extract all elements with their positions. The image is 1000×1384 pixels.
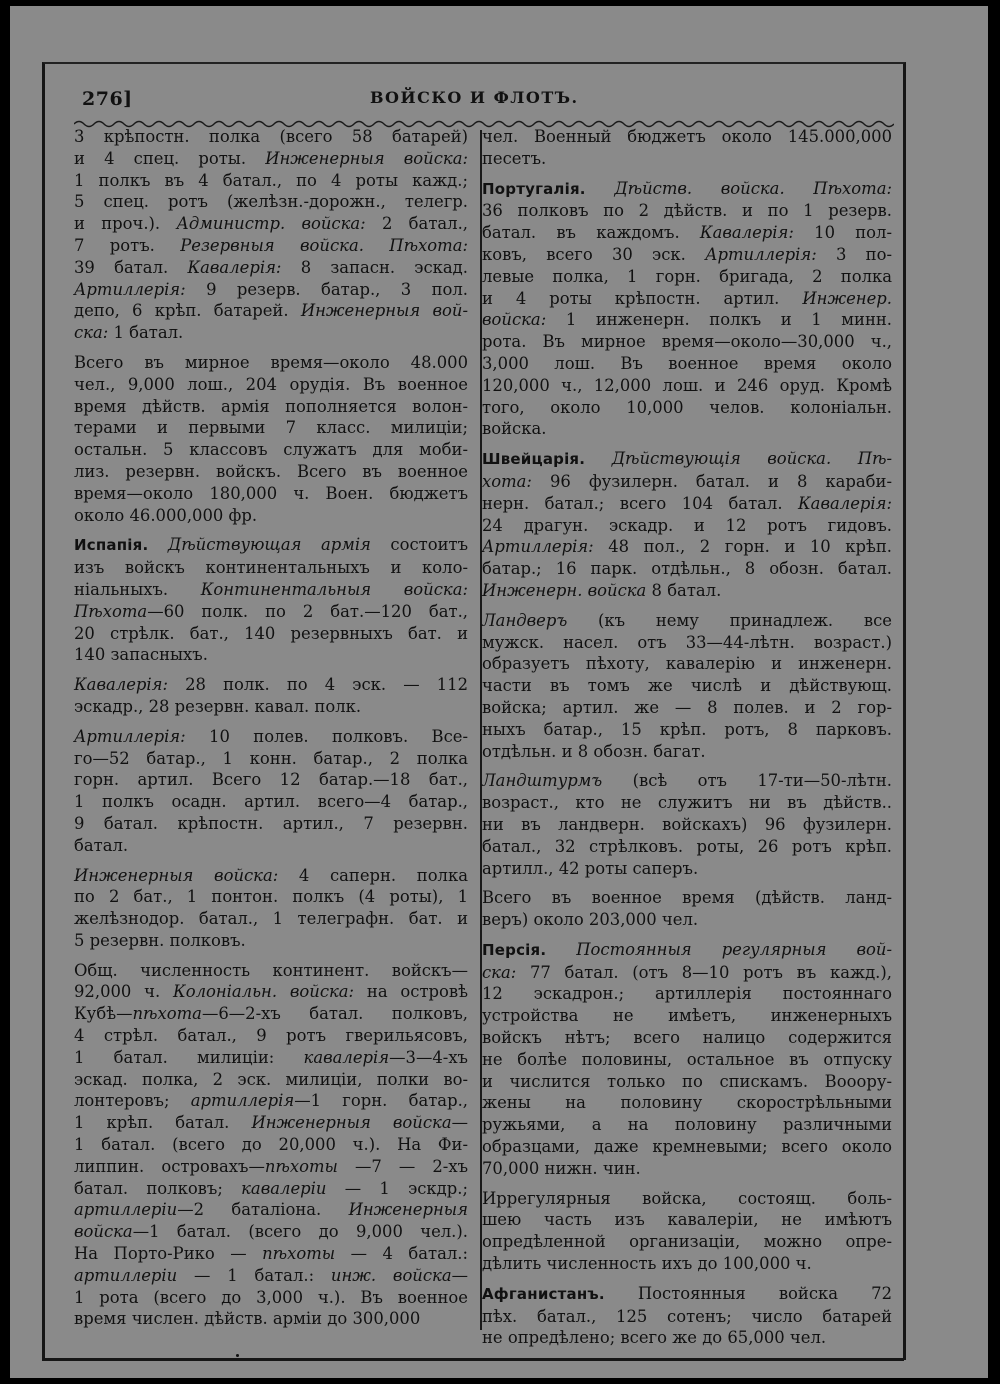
text-line bbox=[74, 908, 468, 930]
country-heading: Афганистанъ. bbox=[482, 1284, 605, 1303]
text-line bbox=[74, 191, 468, 213]
text-run: 8 запасн. эскад. bbox=[281, 257, 468, 277]
text-run: — 1 эскдр.; bbox=[326, 1178, 468, 1198]
text-run: образцами, даже кремневыми; всего около bbox=[482, 1137, 892, 1157]
text-line bbox=[482, 558, 892, 580]
text-run: веръ) около 203,000 чел. bbox=[482, 910, 699, 930]
text-run: (всѣ отъ 17-ти—50-лѣтн. bbox=[602, 771, 892, 791]
paragraph bbox=[482, 448, 892, 602]
text-line bbox=[482, 770, 892, 792]
italic-term: Ландштурмъ bbox=[482, 771, 603, 791]
italic-term: Колоніальн. войска: bbox=[173, 982, 355, 1002]
text-run: войскъ нѣтъ; всего налицо содержится bbox=[482, 1028, 892, 1048]
paragraph bbox=[482, 770, 892, 879]
text-line bbox=[74, 374, 468, 396]
text-line bbox=[74, 1287, 468, 1309]
paragraph bbox=[482, 939, 892, 1180]
text-line bbox=[482, 1188, 892, 1210]
left-column bbox=[74, 126, 468, 1338]
text-line bbox=[482, 375, 892, 397]
text-line bbox=[74, 235, 468, 257]
text-line bbox=[482, 148, 892, 170]
text-run: 1 инженерн. полкъ и 1 минн. bbox=[546, 310, 892, 330]
text-line bbox=[482, 536, 892, 558]
text-run: липпин. островахъ— bbox=[74, 1156, 265, 1176]
italic-term: Инженерныя вой- bbox=[300, 301, 468, 321]
text-line bbox=[482, 222, 892, 244]
text-line bbox=[482, 353, 892, 375]
text-line bbox=[74, 396, 468, 418]
italic-term: Пѣхота bbox=[74, 601, 148, 621]
country-heading: Персія. bbox=[482, 940, 547, 959]
text-line bbox=[482, 939, 892, 962]
text-run: части въ томъ же числѣ и дѣйствующ. bbox=[482, 676, 892, 696]
text-run: 36 полковъ по 2 дѣйств. и по 1 резерв. bbox=[482, 201, 892, 221]
text-run: левые полка, 1 горн. бригада, 2 полка bbox=[482, 266, 892, 286]
text-line bbox=[74, 279, 468, 301]
running-header bbox=[82, 88, 882, 116]
italic-term: артиллерія bbox=[190, 1091, 295, 1111]
italic-term: Инженерныя войска: bbox=[74, 865, 279, 885]
text-run: чел., 9,000 лош., 204 орудія. Въ военное bbox=[74, 374, 468, 394]
text-line bbox=[482, 418, 892, 440]
text-run: не болѣе половины, остальное въ отпуску bbox=[482, 1049, 892, 1069]
text-line bbox=[74, 461, 468, 483]
text-line bbox=[74, 644, 468, 666]
text-line bbox=[482, 471, 892, 493]
text-line bbox=[74, 1112, 468, 1134]
text-line bbox=[482, 983, 892, 1005]
text-line bbox=[74, 557, 468, 579]
italic-term: Ландверъ bbox=[482, 610, 568, 630]
italic-term: артиллеріи bbox=[74, 1200, 178, 1220]
page-title: ВОЙСКО И ФЛОТЪ. bbox=[370, 88, 579, 107]
text-run: 9 резерв. батар., 3 пол. bbox=[185, 279, 468, 299]
text-line bbox=[74, 579, 468, 601]
text-run: 3 по- bbox=[816, 244, 892, 264]
paragraph bbox=[74, 674, 468, 718]
text-line bbox=[482, 909, 892, 931]
text-run: 1 батал. bbox=[108, 323, 184, 343]
text-run: 10 пол- bbox=[793, 223, 892, 243]
italic-term: Артиллерія: bbox=[74, 279, 186, 299]
text-line bbox=[74, 865, 468, 887]
text-run: войска. bbox=[482, 419, 547, 439]
text-line bbox=[74, 1265, 468, 1287]
text-run: и числится только по спискамъ. Вооору- bbox=[482, 1071, 892, 1091]
text-line bbox=[74, 352, 468, 374]
text-line bbox=[74, 696, 468, 718]
text-run: опредѣленной организаціи, можно опре- bbox=[482, 1232, 892, 1252]
italic-term: хота: bbox=[482, 471, 532, 491]
text-run: 1 батал. (всего до 20,000 ч.). На Фи- bbox=[74, 1135, 468, 1155]
text-run: время дѣйств. армія пополняется волон- bbox=[74, 396, 468, 416]
text-run: батар.; 16 парк. отдѣльн., 8 обозн. батал. bbox=[482, 559, 892, 579]
paragraph bbox=[482, 126, 892, 170]
text-line bbox=[482, 448, 892, 471]
text-run: образуетъ пѣхоту, кавалерію и инженерн. bbox=[482, 654, 892, 674]
text-line bbox=[74, 534, 468, 557]
text-line bbox=[74, 748, 468, 770]
text-line bbox=[74, 1069, 468, 1091]
text-run: 4 стрѣл. батал., 9 ротъ гверильясовъ, bbox=[74, 1026, 468, 1046]
italic-term: войска: bbox=[482, 310, 547, 330]
text-line bbox=[74, 1003, 468, 1025]
text-run: и 4 спец. роты. bbox=[74, 148, 266, 168]
text-line bbox=[482, 1231, 892, 1253]
text-run: 96 фузилерн. батал. и 8 караби- bbox=[531, 471, 892, 491]
text-line bbox=[482, 331, 892, 353]
text-run: ружьями, а на половину различными bbox=[482, 1115, 892, 1135]
page-border-bottom bbox=[42, 1358, 904, 1361]
text-run: ни въ ландверн. войскахъ) 96 фузилерн. bbox=[482, 814, 892, 834]
text-run: ніальныхъ. bbox=[74, 579, 201, 599]
text-line bbox=[74, 300, 468, 322]
text-run: пѣх. батал., 125 сотенъ; число батарей bbox=[482, 1306, 892, 1326]
text-run: состоитъ bbox=[370, 535, 469, 555]
text-run: батал. полковъ; bbox=[74, 1178, 242, 1198]
text-line bbox=[482, 515, 892, 537]
text-line bbox=[482, 1253, 892, 1275]
italic-term: Кавалерія: bbox=[699, 223, 794, 243]
text-run: время числен. дѣйств. арміи до 300,000 bbox=[74, 1309, 421, 1329]
text-line bbox=[74, 170, 468, 192]
text-run: эскадр., 28 резервн. кавал. полк. bbox=[74, 696, 362, 716]
italic-term: артиллеріи bbox=[74, 1265, 178, 1285]
text-run: мужск. насел. отъ 33—44-лѣтн. возраст.) bbox=[482, 632, 892, 652]
text-line bbox=[74, 1134, 468, 1156]
text-line bbox=[482, 792, 892, 814]
italic-term: Резервныя войска. Пѣхота: bbox=[180, 235, 469, 255]
text-run: 1 батал. милиціи: bbox=[74, 1047, 304, 1067]
text-line bbox=[74, 623, 468, 645]
text-run: депо, 6 крѣп. батарей. bbox=[74, 301, 301, 321]
text-run: чел. Военный бюджетъ около 145.000,000 bbox=[482, 127, 892, 146]
text-line bbox=[482, 1005, 892, 1027]
text-line bbox=[74, 1199, 468, 1221]
text-line bbox=[74, 835, 468, 857]
text-run: ковъ, всего 30 эск. bbox=[482, 244, 706, 264]
text-line bbox=[482, 697, 892, 719]
text-run: 7 ротъ. bbox=[74, 235, 181, 255]
text-run: 4 саперн. полка bbox=[278, 865, 468, 885]
text-run: 10 полев. полковъ. Все- bbox=[185, 726, 468, 746]
text-run: эскад. полка, 2 эск. милиціи, полки во- bbox=[74, 1069, 468, 1089]
text-run: батал. въ каждомъ. bbox=[482, 223, 700, 243]
text-line bbox=[74, 769, 468, 791]
italic-term: инж. войска bbox=[330, 1265, 452, 1285]
page-number: 276] bbox=[82, 88, 133, 110]
paragraph bbox=[74, 352, 468, 526]
country-heading: Португалія. bbox=[482, 179, 586, 198]
text-run: — bbox=[451, 1113, 468, 1133]
paragraph bbox=[482, 1283, 892, 1349]
country-heading: Швейцарія. bbox=[482, 450, 586, 469]
text-run: 77 батал. (отъ 8—10 ротъ въ кажд.), bbox=[516, 962, 892, 982]
text-line bbox=[74, 1308, 468, 1330]
paragraph bbox=[74, 865, 468, 952]
text-run: горн. артил. Всего 12 батар.—18 бат., bbox=[74, 770, 468, 790]
text-run: 140 запасныхъ. bbox=[74, 645, 208, 665]
text-run bbox=[148, 535, 168, 554]
text-run: — 1 батал.: bbox=[177, 1265, 331, 1285]
text-run: и 4 роты крѣпостн. артил. bbox=[482, 288, 803, 308]
text-run: 9 батал. крѣпостн. артил., 7 резервн. bbox=[74, 813, 468, 833]
italic-term: Кавалерія: bbox=[187, 257, 282, 277]
text-run: песетъ. bbox=[482, 148, 547, 168]
text-run: 2 батал., bbox=[365, 214, 468, 234]
text-line bbox=[482, 1209, 892, 1231]
italic-term: Инженерныя войска: bbox=[265, 148, 468, 168]
text-line bbox=[482, 962, 892, 984]
text-line bbox=[482, 675, 892, 697]
text-run: 1 крѣп. батал. bbox=[74, 1113, 252, 1133]
paragraph bbox=[482, 887, 892, 931]
text-line bbox=[74, 257, 468, 279]
text-run: и проч.). bbox=[74, 214, 177, 234]
italic-term: Кавалерія: bbox=[74, 675, 169, 695]
italic-term: кавалерія bbox=[303, 1047, 390, 1067]
text-line bbox=[482, 1327, 892, 1349]
italic-term: Артиллерія: bbox=[705, 244, 817, 264]
text-line bbox=[74, 813, 468, 835]
text-line bbox=[74, 601, 468, 623]
text-line bbox=[482, 1114, 892, 1136]
text-line bbox=[482, 288, 892, 310]
text-run: 20 стрѣлк. бат., 140 резервныхъ бат. и bbox=[74, 623, 468, 643]
text-line bbox=[482, 814, 892, 836]
text-run: — 4 батал.: bbox=[335, 1244, 469, 1264]
text-run: 5 спец. ротъ (желѣзн.-дорожн., телегр. bbox=[74, 192, 468, 212]
text-run: время—около 180,000 ч. Воен. бюджетъ bbox=[74, 483, 468, 503]
text-run: изъ войскъ континентальныхъ и коло- bbox=[74, 558, 468, 578]
italic-term: Континентальныя войска: bbox=[200, 579, 468, 599]
text-line bbox=[74, 322, 468, 344]
text-line bbox=[482, 858, 892, 880]
text-run: —3—4-хъ bbox=[389, 1047, 468, 1067]
text-line bbox=[482, 126, 892, 148]
text-run: возраст., кто не служитъ ни въ дѣйств.. bbox=[482, 793, 892, 813]
text-run: Общ. численность континент. войскъ— bbox=[74, 960, 468, 980]
text-run: 92,000 ч. bbox=[74, 982, 174, 1002]
text-line bbox=[74, 674, 468, 696]
paragraph bbox=[74, 534, 468, 666]
text-run: —2 баталіона. bbox=[177, 1200, 349, 1220]
text-line bbox=[482, 200, 892, 222]
text-run bbox=[586, 179, 615, 198]
text-line bbox=[482, 719, 892, 741]
text-run: го—52 батар., 1 конн. батар., 2 полка bbox=[74, 748, 468, 768]
text-run: Всего въ мирное время—около 48.000 bbox=[74, 352, 468, 372]
text-line bbox=[482, 741, 892, 763]
italic-term: Инженерныя bbox=[348, 1200, 468, 1220]
text-line bbox=[74, 886, 468, 908]
text-line bbox=[74, 1243, 468, 1265]
text-line bbox=[482, 610, 892, 632]
italic-term: Артиллерія: bbox=[74, 726, 186, 746]
text-run: —1 батал. (всего до 9,000 чел.). bbox=[132, 1222, 468, 1242]
italic-term: Дѣйств. войска. Пѣхота: bbox=[614, 178, 892, 198]
italic-term: Дѣйствующія войска. Пѣ- bbox=[611, 449, 892, 469]
italic-term: ска: bbox=[482, 962, 517, 982]
ink-speck bbox=[236, 1354, 239, 1357]
italic-term: Артиллерія: bbox=[482, 537, 594, 557]
paragraph bbox=[74, 726, 468, 857]
text-run: того, около 10,000 челов. колоніальн. bbox=[482, 397, 892, 417]
text-run: Всего въ военное время (дѣйств. ланд- bbox=[482, 888, 892, 908]
italic-term: Дѣйствующая армія bbox=[167, 535, 371, 555]
text-run: 3 крѣпостн. полка (всего 58 батарей) bbox=[74, 127, 468, 146]
text-line bbox=[482, 1136, 892, 1158]
text-line bbox=[74, 791, 468, 813]
text-run: 3,000 лош. Въ военное время около bbox=[482, 353, 892, 373]
text-line bbox=[482, 178, 892, 201]
text-run: —6—2-хъ батал. полковъ, bbox=[201, 1004, 468, 1024]
text-line bbox=[482, 1071, 892, 1093]
text-run: 120,000 ч., 12,000 лош. и 246 оруд. Кромѣ bbox=[482, 375, 892, 395]
country-heading: Испапія. bbox=[74, 536, 149, 555]
text-run: 12 эскадрон.; артиллерія постояннаго bbox=[482, 984, 892, 1004]
text-run: не опредѣлено; всего же до 65,000 чел. bbox=[482, 1328, 827, 1348]
paragraph bbox=[74, 126, 468, 344]
text-line bbox=[482, 397, 892, 419]
text-run: лонтеровъ; bbox=[74, 1091, 191, 1111]
text-line bbox=[74, 1156, 468, 1178]
text-run: около 46.000,000 фр. bbox=[74, 505, 258, 525]
text-run: —60 полк. по 2 бат.—120 бат., bbox=[147, 601, 468, 621]
text-line bbox=[74, 930, 468, 952]
text-line bbox=[482, 632, 892, 654]
italic-term: пѣхоты bbox=[262, 1244, 336, 1264]
text-line bbox=[74, 505, 468, 527]
italic-term: пѣхота bbox=[132, 1004, 202, 1024]
text-line bbox=[74, 1178, 468, 1200]
text-run: жены на половину скорострѣльными bbox=[482, 1093, 892, 1113]
text-line bbox=[74, 439, 468, 461]
italic-term: Кавалерія: bbox=[797, 493, 892, 513]
text-run: войска; артил. же — 8 полев. и 2 гор- bbox=[482, 697, 892, 717]
text-line bbox=[74, 1025, 468, 1047]
text-run: На Порто-Рико — bbox=[74, 1244, 263, 1264]
text-line bbox=[482, 1027, 892, 1049]
text-run: по 2 бат., 1 понтон. полкъ (4 роты), 1 bbox=[74, 887, 468, 907]
text-run: батал. bbox=[74, 835, 129, 855]
text-line bbox=[482, 1158, 892, 1180]
text-run: устройства не имѣетъ, инженерныхъ bbox=[482, 1006, 892, 1026]
text-run: (къ нему принадлеж. все bbox=[567, 610, 892, 630]
text-line bbox=[74, 417, 468, 439]
italic-term: пѣхоты bbox=[264, 1156, 338, 1176]
text-run: Постоянныя войска 72 bbox=[604, 1283, 892, 1303]
text-run: батал., 32 стрѣлковъ. роты, 26 ротъ крѣп. bbox=[482, 836, 892, 856]
italic-term: кавалеріи bbox=[241, 1178, 327, 1198]
text-run: шею часть изъ кавалеріи, не имѣютъ bbox=[482, 1210, 892, 1230]
text-line bbox=[74, 126, 468, 148]
text-line bbox=[74, 726, 468, 748]
text-run: ныхъ батар., 15 крѣп. ротъ, 8 парковъ. bbox=[482, 719, 892, 739]
text-line bbox=[74, 1221, 468, 1243]
text-run: 70,000 нижн. чин. bbox=[482, 1158, 641, 1178]
text-line bbox=[482, 1049, 892, 1071]
text-line bbox=[74, 1090, 468, 1112]
text-run: 8 батал. bbox=[646, 580, 722, 600]
text-run: отдѣльн. и 8 обозн. багат. bbox=[482, 741, 706, 761]
italic-term: войска bbox=[74, 1222, 133, 1242]
italic-term: Инженерн. войска bbox=[482, 580, 647, 600]
text-line bbox=[74, 981, 468, 1003]
text-run: 5 резервн. полковъ. bbox=[74, 930, 246, 950]
text-line bbox=[74, 483, 468, 505]
text-line bbox=[482, 1306, 892, 1328]
text-run: 28 полк. по 4 эск. — 112 bbox=[168, 675, 468, 695]
paragraph bbox=[482, 1188, 892, 1275]
text-line bbox=[482, 836, 892, 858]
text-run: —1 горн. батар., bbox=[294, 1091, 468, 1111]
italic-term: Постоянныя регулярныя вой- bbox=[576, 939, 892, 959]
text-line bbox=[482, 580, 892, 602]
text-line bbox=[482, 1283, 892, 1306]
text-run: —7 — 2-хъ bbox=[337, 1156, 468, 1176]
text-run: — bbox=[451, 1265, 468, 1285]
text-run: артилл., 42 роты саперъ. bbox=[482, 858, 699, 878]
text-run: 1 полкъ осадн. артил. всего—4 батар., bbox=[74, 792, 468, 812]
text-run: 39 батал. bbox=[74, 257, 188, 277]
text-line bbox=[74, 1047, 468, 1069]
text-run: на островѣ bbox=[354, 982, 468, 1002]
text-run: терами и первыми 7 класс. милиціи; bbox=[74, 418, 468, 438]
paragraph bbox=[482, 178, 892, 441]
text-line bbox=[482, 244, 892, 266]
text-line bbox=[74, 148, 468, 170]
paragraph bbox=[482, 610, 892, 763]
text-run: 1 рота (всего до 3,000 ч.). Въ военное bbox=[74, 1287, 468, 1307]
italic-term: Инженер. bbox=[802, 288, 892, 308]
text-line bbox=[482, 309, 892, 331]
text-run: 48 пол., 2 горн. и 10 крѣп. bbox=[593, 537, 892, 557]
text-run bbox=[585, 449, 612, 468]
text-run: 1 полкъ въ 4 батал., по 4 роты кажд.; bbox=[74, 170, 468, 190]
text-run: Кубѣ— bbox=[74, 1004, 133, 1024]
text-line bbox=[482, 653, 892, 675]
text-run: лиз. резервн. войскъ. Всего въ военное bbox=[74, 461, 468, 481]
paragraph bbox=[74, 960, 468, 1331]
italic-term: Инженерныя войска bbox=[251, 1113, 452, 1133]
text-line bbox=[482, 1092, 892, 1114]
text-run: дѣлить численность ихъ до 100,000 ч. bbox=[482, 1254, 812, 1274]
text-run: остальн. 5 классовъ служатъ для моби- bbox=[74, 440, 468, 460]
text-line bbox=[482, 266, 892, 288]
text-line bbox=[74, 960, 468, 982]
italic-term: Администр. войска: bbox=[176, 214, 366, 234]
text-run: Иррегулярныя войска, состоящ. боль- bbox=[482, 1188, 892, 1208]
text-run bbox=[546, 940, 576, 959]
text-run: желѣзнодор. батал., 1 телеграфн. бат. и bbox=[74, 909, 468, 929]
text-run: нерн. батал.; всего 104 батал. bbox=[482, 493, 798, 513]
italic-term: ска: bbox=[74, 323, 109, 343]
text-line bbox=[482, 493, 892, 515]
right-column bbox=[482, 126, 892, 1357]
text-line bbox=[74, 213, 468, 235]
text-run: рота. Въ мирное время—около—30,000 ч., bbox=[482, 332, 892, 352]
text-run: 24 драгун. эскадр. и 12 ротъ гидовъ. bbox=[482, 515, 892, 535]
text-line bbox=[482, 887, 892, 909]
